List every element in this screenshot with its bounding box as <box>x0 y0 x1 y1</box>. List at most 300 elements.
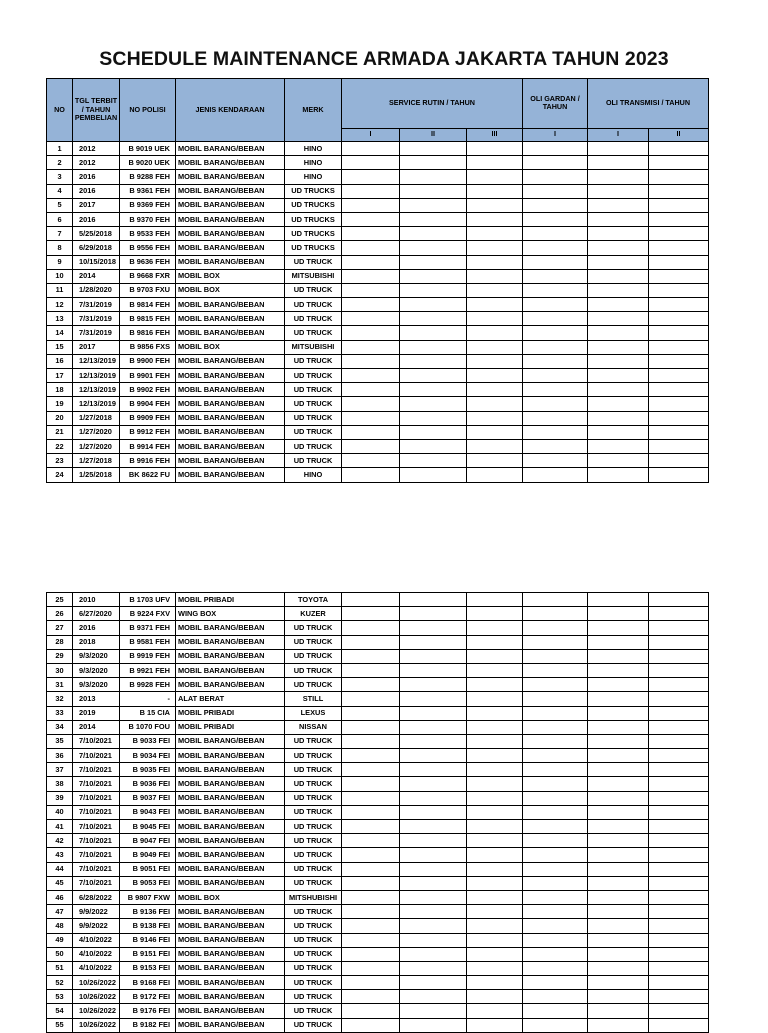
no-polisi-cell: B 9904 FEH <box>120 397 176 411</box>
oli-gardan-cell <box>523 1004 588 1018</box>
merk-cell: UD TRUCK <box>285 791 342 805</box>
table-row <box>47 1004 709 1018</box>
service-3-cell <box>467 593 523 607</box>
jenis-kendaraan-cell: MOBIL BARANG/BEBAN <box>176 255 285 269</box>
service-2-cell <box>400 411 467 425</box>
service-1-cell <box>342 354 400 368</box>
service-1-cell <box>342 649 400 663</box>
oli-transmisi-2-cell <box>649 820 709 834</box>
service-1-cell <box>342 383 400 397</box>
tgl-cell: 7/31/2019 <box>73 326 120 340</box>
service-2-cell <box>400 184 467 198</box>
no-polisi-cell: B 9912 FEH <box>120 425 176 439</box>
no-polisi-cell: B 9815 FEH <box>120 312 176 326</box>
service-1-cell <box>342 947 400 961</box>
service-3-cell <box>467 678 523 692</box>
tgl-cell: 12/13/2019 <box>73 354 120 368</box>
merk-cell: HINO <box>285 142 342 156</box>
table-row <box>47 976 709 990</box>
oli-transmisi-2-cell <box>649 961 709 975</box>
no-polisi-cell: B 1703 UFV <box>120 593 176 607</box>
header-oli-transmisi: OLI TRANSMISI / TAHUN <box>588 79 709 129</box>
jenis-kendaraan-cell: MOBIL BARANG/BEBAN <box>176 621 285 635</box>
tgl-cell: 7/10/2021 <box>73 749 120 763</box>
table-row <box>47 184 709 198</box>
merk-cell: UD TRUCK <box>285 635 342 649</box>
tgl-cell: 1/27/2018 <box>73 454 120 468</box>
service-2-cell <box>400 312 467 326</box>
no-cell: 25 <box>47 593 73 607</box>
service-2-cell <box>400 905 467 919</box>
no-cell: 35 <box>47 734 73 748</box>
no-polisi-cell: B 9035 FEI <box>120 763 176 777</box>
jenis-kendaraan-cell: MOBIL BARANG/BEBAN <box>176 791 285 805</box>
service-2-cell <box>400 241 467 255</box>
no-polisi-cell: B 9146 FEI <box>120 933 176 947</box>
jenis-kendaraan-cell: MOBIL BARANG/BEBAN <box>176 805 285 819</box>
oli-transmisi-1-cell <box>588 227 649 241</box>
service-1-cell <box>342 198 400 212</box>
oli-transmisi-2-cell <box>649 227 709 241</box>
no-cell: 36 <box>47 749 73 763</box>
service-1-cell <box>342 678 400 692</box>
no-cell: 32 <box>47 692 73 706</box>
table-row <box>47 411 709 425</box>
service-2-cell <box>400 706 467 720</box>
tgl-cell: 9/3/2020 <box>73 649 120 663</box>
no-polisi-cell: B 9900 FEH <box>120 354 176 368</box>
merk-cell: HINO <box>285 156 342 170</box>
merk-cell: UD TRUCKS <box>285 241 342 255</box>
oli-transmisi-2-cell <box>649 411 709 425</box>
table-row <box>47 663 709 677</box>
service-1-cell <box>342 607 400 621</box>
no-cell: 54 <box>47 1004 73 1018</box>
service-1-cell <box>342 834 400 848</box>
table-row <box>47 383 709 397</box>
service-2-cell <box>400 383 467 397</box>
service-1-cell <box>342 876 400 890</box>
oli-transmisi-1-cell <box>588 142 649 156</box>
oli-transmisi-1-cell <box>588 890 649 904</box>
oli-transmisi-2-cell <box>649 848 709 862</box>
service-2-cell <box>400 439 467 453</box>
oli-gardan-cell <box>523 905 588 919</box>
service-2-cell <box>400 749 467 763</box>
service-3-cell <box>467 170 523 184</box>
oli-transmisi-1-cell <box>588 848 649 862</box>
service-2-cell <box>400 834 467 848</box>
no-cell: 12 <box>47 298 73 312</box>
jenis-kendaraan-cell: MOBIL BARANG/BEBAN <box>176 976 285 990</box>
oli-gardan-cell <box>523 369 588 383</box>
no-cell: 33 <box>47 706 73 720</box>
no-cell: 44 <box>47 862 73 876</box>
merk-cell: UD TRUCK <box>285 425 342 439</box>
merk-cell: UD TRUCK <box>285 1018 342 1032</box>
tgl-cell: 6/29/2018 <box>73 241 120 255</box>
oli-transmisi-1-cell <box>588 354 649 368</box>
service-2-cell <box>400 593 467 607</box>
service-2-cell <box>400 635 467 649</box>
jenis-kendaraan-cell: MOBIL BARANG/BEBAN <box>176 933 285 947</box>
no-polisi-cell: B 9636 FEH <box>120 255 176 269</box>
service-2-cell <box>400 269 467 283</box>
service-1-cell <box>342 241 400 255</box>
no-polisi-cell: B 9036 FEI <box>120 777 176 791</box>
service-3-cell <box>467 312 523 326</box>
tgl-cell: 10/26/2022 <box>73 976 120 990</box>
service-2-cell <box>400 1004 467 1018</box>
service-2-cell <box>400 170 467 184</box>
table-row <box>47 678 709 692</box>
oli-transmisi-1-cell <box>588 1004 649 1018</box>
service-3-cell <box>467 791 523 805</box>
jenis-kendaraan-cell: MOBIL BARANG/BEBAN <box>176 212 285 226</box>
merk-cell: UD TRUCK <box>285 905 342 919</box>
table-row <box>47 820 709 834</box>
no-polisi-cell: B 9533 FEH <box>120 227 176 241</box>
table-row <box>47 961 709 975</box>
oli-transmisi-2-cell <box>649 212 709 226</box>
oli-transmisi-1-cell <box>588 255 649 269</box>
table-row <box>47 933 709 947</box>
service-1-cell <box>342 142 400 156</box>
oli-gardan-cell <box>523 834 588 848</box>
merk-cell: UD TRUCK <box>285 663 342 677</box>
service-3-cell <box>467 156 523 170</box>
tgl-cell: 7/31/2019 <box>73 312 120 326</box>
oli-transmisi-2-cell <box>649 607 709 621</box>
jenis-kendaraan-cell: MOBIL BARANG/BEBAN <box>176 834 285 848</box>
merk-cell: UD TRUCK <box>285 439 342 453</box>
table-row <box>47 468 709 482</box>
no-cell: 46 <box>47 890 73 904</box>
merk-cell: UD TRUCK <box>285 961 342 975</box>
table-row <box>47 791 709 805</box>
jenis-kendaraan-cell: MOBIL BARANG/BEBAN <box>176 749 285 763</box>
merk-cell: MITSUBISHI <box>285 340 342 354</box>
service-3-cell <box>467 439 523 453</box>
merk-cell: UD TRUCK <box>285 947 342 961</box>
jenis-kendaraan-cell: MOBIL BARANG/BEBAN <box>176 1018 285 1032</box>
tgl-cell: 12/13/2019 <box>73 369 120 383</box>
service-3-cell <box>467 976 523 990</box>
header-sub-service-2: II <box>400 128 467 142</box>
no-cell: 41 <box>47 820 73 834</box>
service-1-cell <box>342 170 400 184</box>
no-polisi-cell: B 9902 FEH <box>120 383 176 397</box>
service-1-cell <box>342 848 400 862</box>
oli-transmisi-1-cell <box>588 947 649 961</box>
service-1-cell <box>342 820 400 834</box>
service-3-cell <box>467 198 523 212</box>
service-1-cell <box>342 919 400 933</box>
service-1-cell <box>342 692 400 706</box>
no-polisi-cell: B 9909 FEH <box>120 411 176 425</box>
header-oli-gardan: OLI GARDAN / TAHUN <box>523 79 588 129</box>
oli-transmisi-2-cell <box>649 692 709 706</box>
oli-transmisi-2-cell <box>649 890 709 904</box>
service-2-cell <box>400 198 467 212</box>
header-sub-gardan-1: I <box>523 128 588 142</box>
merk-cell: UD TRUCK <box>285 326 342 340</box>
service-1-cell <box>342 593 400 607</box>
service-3-cell <box>467 862 523 876</box>
oli-transmisi-2-cell <box>649 905 709 919</box>
jenis-kendaraan-cell: WING BOX <box>176 607 285 621</box>
oli-gardan-cell <box>523 749 588 763</box>
jenis-kendaraan-cell: MOBIL BARANG/BEBAN <box>176 763 285 777</box>
table-row <box>47 298 709 312</box>
oli-transmisi-2-cell <box>649 791 709 805</box>
no-polisi-cell: B 9047 FEI <box>120 834 176 848</box>
table-row <box>47 255 709 269</box>
tgl-cell: 2010 <box>73 593 120 607</box>
header-service-rutin: SERVICE RUTIN / TAHUN <box>342 79 523 129</box>
oli-transmisi-1-cell <box>588 876 649 890</box>
service-2-cell <box>400 156 467 170</box>
no-cell: 21 <box>47 425 73 439</box>
oli-gardan-cell <box>523 354 588 368</box>
no-polisi-cell: B 1070 FOU <box>120 720 176 734</box>
service-3-cell <box>467 454 523 468</box>
jenis-kendaraan-cell: MOBIL BARANG/BEBAN <box>176 397 285 411</box>
oli-gardan-cell <box>523 198 588 212</box>
service-1-cell <box>342 312 400 326</box>
service-1-cell <box>342 227 400 241</box>
table-row <box>47 340 709 354</box>
oli-transmisi-1-cell <box>588 933 649 947</box>
oli-transmisi-1-cell <box>588 635 649 649</box>
oli-transmisi-2-cell <box>649 834 709 848</box>
table-row <box>47 834 709 848</box>
oli-gardan-cell <box>523 763 588 777</box>
table-row <box>47 635 709 649</box>
service-2-cell <box>400 890 467 904</box>
oli-gardan-cell <box>523 649 588 663</box>
service-3-cell <box>467 383 523 397</box>
no-polisi-cell: B 9703 FXU <box>120 283 176 297</box>
service-2-cell <box>400 1018 467 1032</box>
merk-cell: UD TRUCK <box>285 354 342 368</box>
jenis-kendaraan-cell: ALAT BERAT <box>176 692 285 706</box>
service-2-cell <box>400 961 467 975</box>
oli-transmisi-1-cell <box>588 383 649 397</box>
oli-transmisi-2-cell <box>649 933 709 947</box>
no-cell: 47 <box>47 905 73 919</box>
oli-gardan-cell <box>523 862 588 876</box>
merk-cell: UD TRUCK <box>285 312 342 326</box>
oli-gardan-cell <box>523 777 588 791</box>
service-2-cell <box>400 212 467 226</box>
table-row <box>47 1018 709 1032</box>
service-2-cell <box>400 663 467 677</box>
oli-transmisi-1-cell <box>588 905 649 919</box>
service-1-cell <box>342 468 400 482</box>
no-polisi-cell: B 9172 FEI <box>120 990 176 1004</box>
oli-transmisi-1-cell <box>588 805 649 819</box>
no-cell: 28 <box>47 635 73 649</box>
table-row <box>47 439 709 453</box>
no-polisi-cell: - <box>120 692 176 706</box>
oli-transmisi-2-cell <box>649 649 709 663</box>
service-2-cell <box>400 820 467 834</box>
no-polisi-cell: B 9151 FEI <box>120 947 176 961</box>
oli-transmisi-1-cell <box>588 1018 649 1032</box>
service-3-cell <box>467 142 523 156</box>
oli-transmisi-2-cell <box>649 749 709 763</box>
no-cell: 3 <box>47 170 73 184</box>
merk-cell: UD TRUCK <box>285 862 342 876</box>
no-cell: 34 <box>47 720 73 734</box>
tgl-cell: 6/27/2020 <box>73 607 120 621</box>
table-row <box>47 734 709 748</box>
header-sub-transmisi-2: II <box>649 128 709 142</box>
no-polisi-cell: B 9919 FEH <box>120 649 176 663</box>
service-1-cell <box>342 369 400 383</box>
merk-cell: UD TRUCKS <box>285 198 342 212</box>
no-cell: 45 <box>47 876 73 890</box>
no-polisi-cell: B 9370 FEH <box>120 212 176 226</box>
service-1-cell <box>342 411 400 425</box>
jenis-kendaraan-cell: MOBIL BARANG/BEBAN <box>176 848 285 862</box>
merk-cell: UD TRUCK <box>285 834 342 848</box>
oli-gardan-cell <box>523 678 588 692</box>
no-cell: 49 <box>47 933 73 947</box>
jenis-kendaraan-cell: MOBIL BARANG/BEBAN <box>176 241 285 255</box>
tgl-cell: 4/10/2022 <box>73 933 120 947</box>
merk-cell: UD TRUCK <box>285 298 342 312</box>
service-1-cell <box>342 805 400 819</box>
merk-cell: UD TRUCKS <box>285 184 342 198</box>
oli-gardan-cell <box>523 876 588 890</box>
oli-gardan-cell <box>523 692 588 706</box>
tgl-cell: 2018 <box>73 635 120 649</box>
oli-gardan-cell <box>523 255 588 269</box>
service-3-cell <box>467 990 523 1004</box>
oli-transmisi-1-cell <box>588 692 649 706</box>
oli-transmisi-1-cell <box>588 468 649 482</box>
no-polisi-cell: B 9856 FXS <box>120 340 176 354</box>
no-polisi-cell: B 9901 FEH <box>120 369 176 383</box>
oli-transmisi-2-cell <box>649 255 709 269</box>
no-polisi-cell: B 9928 FEH <box>120 678 176 692</box>
oli-transmisi-2-cell <box>649 298 709 312</box>
no-polisi-cell: B 9916 FEH <box>120 454 176 468</box>
service-1-cell <box>342 961 400 975</box>
oli-transmisi-2-cell <box>649 720 709 734</box>
no-cell: 15 <box>47 340 73 354</box>
no-polisi-cell: B 9224 FXV <box>120 607 176 621</box>
jenis-kendaraan-cell: MOBIL BARANG/BEBAN <box>176 227 285 241</box>
oli-transmisi-2-cell <box>649 269 709 283</box>
service-2-cell <box>400 805 467 819</box>
table-row <box>47 198 709 212</box>
service-2-cell <box>400 283 467 297</box>
service-3-cell <box>467 947 523 961</box>
table-row <box>47 241 709 255</box>
oli-transmisi-1-cell <box>588 369 649 383</box>
merk-cell: UD TRUCKS <box>285 227 342 241</box>
table-row <box>47 156 709 170</box>
service-3-cell <box>467 227 523 241</box>
oli-transmisi-1-cell <box>588 184 649 198</box>
no-cell: 26 <box>47 607 73 621</box>
service-2-cell <box>400 791 467 805</box>
no-polisi-cell: B 9037 FEI <box>120 791 176 805</box>
no-cell: 40 <box>47 805 73 819</box>
tgl-cell: 2016 <box>73 212 120 226</box>
oli-transmisi-1-cell <box>588 198 649 212</box>
no-polisi-cell: B 9138 FEI <box>120 919 176 933</box>
service-2-cell <box>400 947 467 961</box>
oli-transmisi-1-cell <box>588 439 649 453</box>
merk-cell: LEXUS <box>285 706 342 720</box>
table-row <box>47 397 709 411</box>
merk-cell: UD TRUCK <box>285 805 342 819</box>
table-row <box>47 749 709 763</box>
service-2-cell <box>400 862 467 876</box>
service-1-cell <box>342 763 400 777</box>
oli-transmisi-1-cell <box>588 283 649 297</box>
service-2-cell <box>400 876 467 890</box>
oli-gardan-cell <box>523 227 588 241</box>
merk-cell: UD TRUCK <box>285 283 342 297</box>
jenis-kendaraan-cell: MOBIL BARANG/BEBAN <box>176 326 285 340</box>
oli-gardan-cell <box>523 298 588 312</box>
table-row <box>47 876 709 890</box>
table-row <box>47 706 709 720</box>
service-2-cell <box>400 397 467 411</box>
merk-cell: UD TRUCK <box>285 1004 342 1018</box>
oli-transmisi-2-cell <box>649 1004 709 1018</box>
merk-cell: UD TRUCK <box>285 976 342 990</box>
service-1-cell <box>342 734 400 748</box>
service-1-cell <box>342 621 400 635</box>
service-3-cell <box>467 411 523 425</box>
tgl-cell: 7/10/2021 <box>73 834 120 848</box>
table-row <box>47 369 709 383</box>
no-polisi-cell: B 9053 FEI <box>120 876 176 890</box>
tgl-cell: 1/27/2020 <box>73 425 120 439</box>
no-cell: 19 <box>47 397 73 411</box>
service-2-cell <box>400 777 467 791</box>
service-1-cell <box>342 397 400 411</box>
oli-gardan-cell <box>523 990 588 1004</box>
service-3-cell <box>467 734 523 748</box>
tgl-cell: 5/25/2018 <box>73 227 120 241</box>
service-2-cell <box>400 607 467 621</box>
jenis-kendaraan-cell: MOBIL BARANG/BEBAN <box>176 820 285 834</box>
no-cell: 30 <box>47 663 73 677</box>
jenis-kendaraan-cell: MOBIL BARANG/BEBAN <box>176 312 285 326</box>
service-3-cell <box>467 354 523 368</box>
merk-cell: NISSAN <box>285 720 342 734</box>
oli-transmisi-2-cell <box>649 170 709 184</box>
oli-transmisi-1-cell <box>588 663 649 677</box>
service-3-cell <box>467 255 523 269</box>
merk-cell: UD TRUCK <box>285 369 342 383</box>
tgl-cell: 2017 <box>73 198 120 212</box>
oli-transmisi-2-cell <box>649 621 709 635</box>
jenis-kendaraan-cell: MOBIL BARANG/BEBAN <box>176 439 285 453</box>
jenis-kendaraan-cell: MOBIL BARANG/BEBAN <box>176 369 285 383</box>
oli-gardan-cell <box>523 142 588 156</box>
oli-gardan-cell <box>523 397 588 411</box>
oli-transmisi-1-cell <box>588 326 649 340</box>
oli-gardan-cell <box>523 621 588 635</box>
